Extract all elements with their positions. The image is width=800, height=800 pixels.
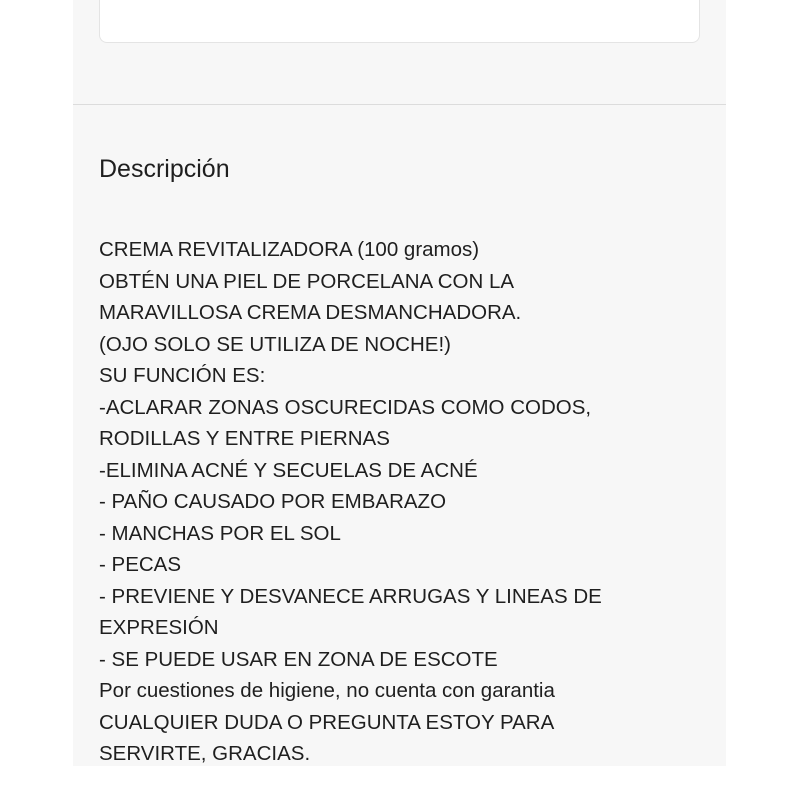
description-body [99,234,714,770]
description-line: - PREVIENE Y DESVANECE ARRUGAS Y LINEAS DE [99,584,602,608]
description-line: - PAÑO CAUSADO POR EMBARAZO [99,490,447,513]
description-line: Por cuestiones de higiene, no cuenta con garantia [99,679,555,702]
description-line: - SE PUEDE USAR EN ZONA DE ESCOTE [99,647,498,671]
description-line: -ACLARAR ZONAS OSCURECIDAS COMO CODOS, [99,395,592,419]
description-line: EXPRESIÓN [99,616,219,639]
description-line: OBTÉN UNA PIEL DE PORCELANA CON LA [99,269,515,293]
previous-card-bottom [99,0,700,43]
description-line: MARAVILLOSA CREMA DESMANCHADORA. [99,301,522,324]
description-line: CUALQUIER DUDA O PREGUNTA ESTOY PARA [99,710,555,734]
description-line: - PECAS [99,553,182,576]
description-line: (OJO SOLO SE UTILIZA DE NOCHE!) [99,332,451,356]
section-divider [73,104,726,105]
description-line: -ELIMINA ACNÉ Y SECUELAS DE ACNÉ [99,458,478,482]
description-line: RODILLAS Y ENTRE PIERNAS [99,427,390,450]
description-line: SU FUNCIÓN ES: [99,364,266,387]
description-line: - MANCHAS POR EL SOL [99,521,341,545]
description-line: SERVIRTE, GRACIAS. [99,742,311,765]
description-line: CREMA REVITALIZADORA (100 gramos) [99,238,480,261]
description-title: Descripción [99,155,230,183]
